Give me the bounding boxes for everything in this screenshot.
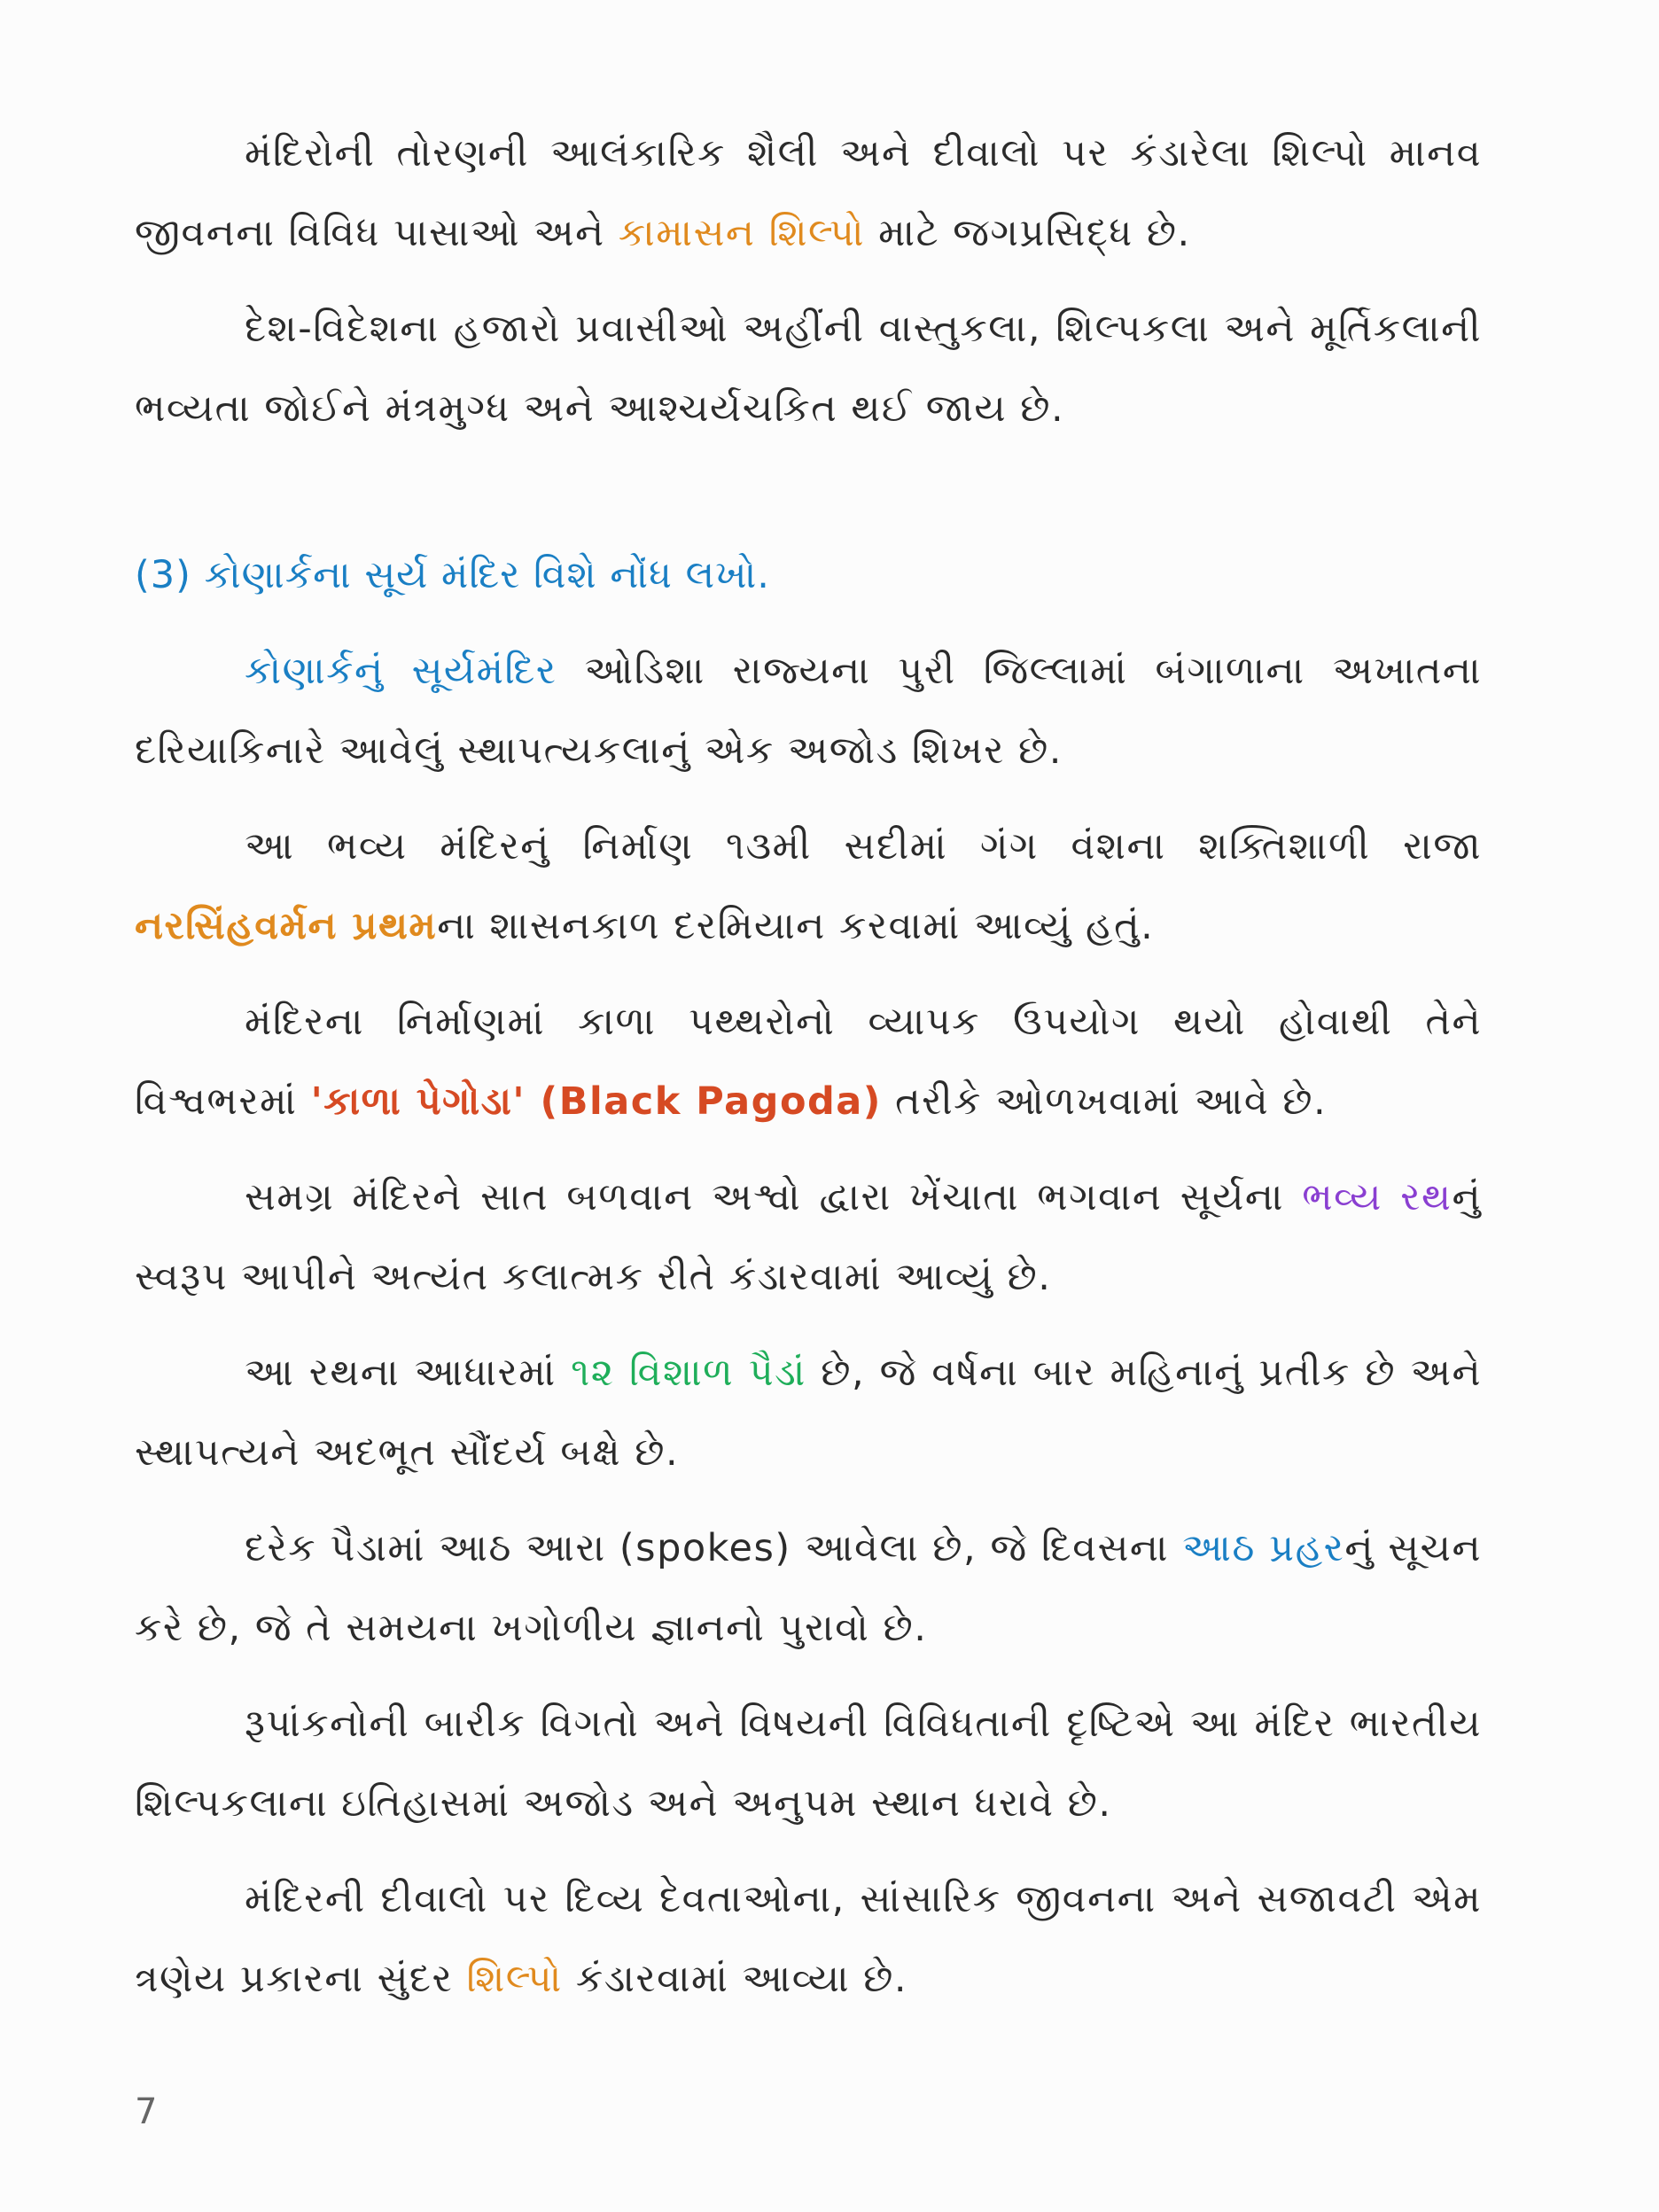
paragraph-2 [135,289,1482,448]
highlight-black-pagoda: 'કાળા પેગોડા' (Black Pagoda) [310,1079,882,1124]
text: સમગ્ર મંદિરને સાત બળવાન અશ્વો દ્વારા ખેંચાતા ભગવાન સૂર્યના [245,1175,1303,1219]
text: મંદિરના નિર્માણમાં કાળા પથ્થરોનો વ્યાપક ઉપયોગ થયો હોવાથી તેને વિશ્વભરમાં [135,1000,1482,1124]
text: છે, જે વર્ષના બાર મહિનાનું પ્રતીક છે અને સ્થાપત્યને અદભૂત સૌંદર્ય બક્ષે છે. [135,1351,1483,1475]
highlight-12-wheels: ૧૨ વિશાળ પૈડાં [571,1351,806,1395]
highlight-aath-prahar: આઠ પ્રહર [1182,1526,1345,1570]
text: મંદિરોની તોરણની આલંકારિક શૈલી અને દીવાલો પર કંડારેલા શિલ્પો માનવ જીવનના વિવિધ પાસાઓ અને [135,131,1482,255]
text: ના શાસનકાળ દરમિયાન કરવામાં આવ્યું હતું. [437,904,1155,948]
paragraph-8 [135,1508,1482,1668]
text: કંડારવામાં આવ્યા છે. [562,1957,908,2001]
text: રૂપાંકનોની બારીક વિગતો અને વિષયની વિવિધતાની દૃષ્ટિએ આ મંદિર ભારતીય શિલ્પકલાના ઇતિહાસમાં અજોડ અને અનુપમ સ્થાન ધરાવે છે. [135,1702,1482,1826]
text: મંદિરની દીવાલો પર દિવ્ય દેવતાઓના, સાંસારિક જીવનના અને સજાવટી એમ ત્રણેય પ્રકારના સુંદર [135,1877,1482,2001]
highlight-kamasan-shilpo: કામાસન શિલ્પો [618,211,866,255]
text: આ ભવ્ય મંદિરનું નિર્માણ ૧૩મી સદીમાં ગંગ વંશના શક્તિશાળી રાજા [245,824,1482,868]
paragraph-10 [135,1859,1482,2019]
paragraph-7 [135,1333,1482,1492]
text: નું સ્વરૂપ આપીને અત્યંત કલાત્મક રીતે કંડારવામાં આવ્યું છે. [135,1175,1482,1299]
highlight-narasimhavarman: નરસિંહવર્મન પ્રથમ [135,904,438,948]
text: માટે જગપ્રસિદ્ધ છે. [865,211,1191,255]
text: આ રથના આધારમાં [245,1351,572,1395]
text: દેશ-વિદેશના હજારો પ્રવાસીઓ અહીંની વાસ્તુકલા, શિલ્પકલા અને મૂર્તિકલાની ભવ્યતા જોઈને મંત્રમુગ્ધ અને આશ્ચર્યચકિત થઈ જાય છે. [135,307,1482,431]
paragraph-9 [135,1684,1482,1843]
section-spacer [135,464,1482,535]
page-number: 7 [135,2091,158,2132]
text: તરીકે ઓળખવામાં આવે છે. [881,1079,1328,1124]
highlight-konark-sun-temple: કોણાર્કનું સૂર્યમંદિર [245,649,557,693]
paragraph-3 [135,631,1482,791]
paragraph-6 [135,1157,1482,1317]
text: નું સૂચન કરે છે, જે તે સમયના ખગોળીય જ્ઞાનનો પુરાવો છે. [135,1526,1482,1650]
paragraph-1 [135,113,1482,273]
text: ઓડિશા રાજ્યના પુરી જિલ્લામાં બંગાળાના અખાતના દરિયાકિનારે આવેલું સ્થાપત્યકલાનું એક અજોડ શિખર છે. [135,649,1482,773]
highlight-bhavya-rath: ભવ્ય રથ [1302,1175,1453,1219]
question-heading: (3) કોણાર્કના સૂર્ય મંદિર વિશે નોંધ લખો. [135,553,770,597]
text: દરેક પૈડામાં આઠ આરા (spokes) આવેલા છે, જે દિવસના [245,1526,1183,1570]
paragraph-5 [135,982,1482,1141]
document-page [135,113,1482,2035]
highlight-shilpo: શિલ્પો [466,1957,563,2001]
paragraph-4 [135,806,1482,966]
